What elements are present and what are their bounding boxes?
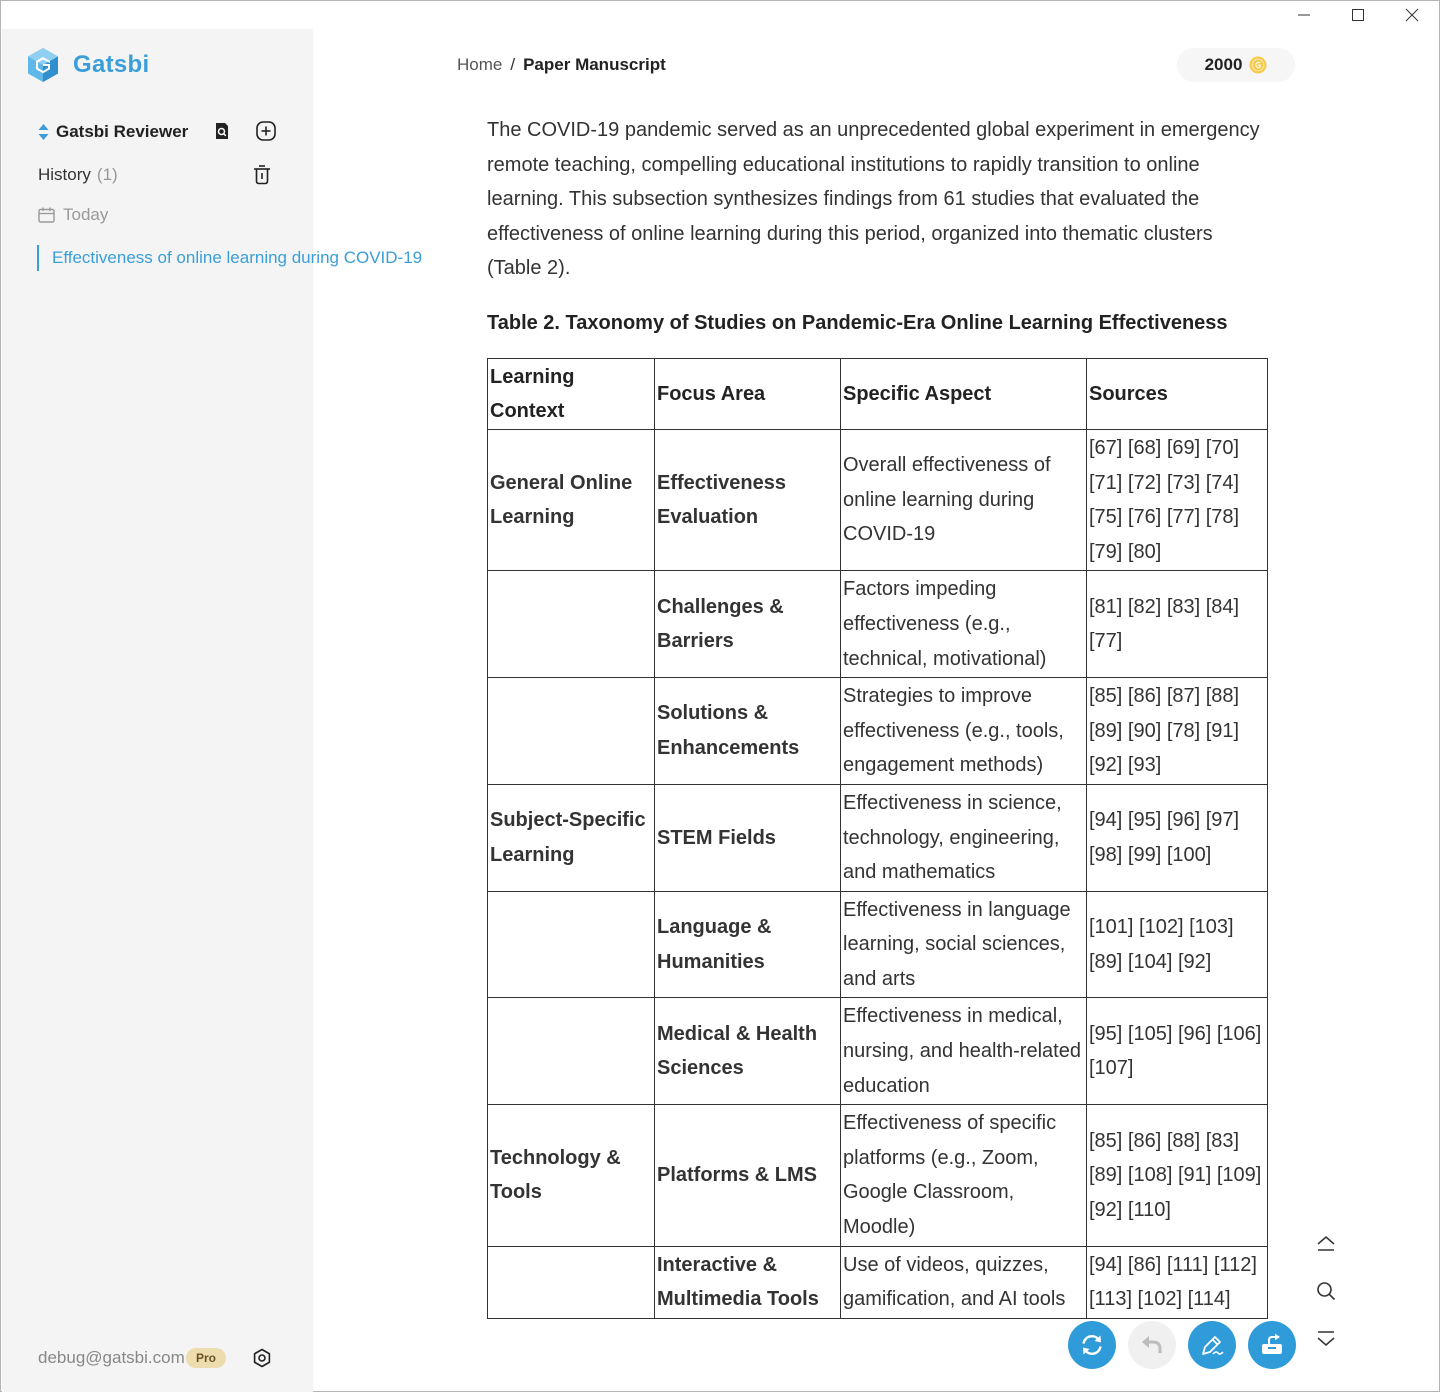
specific-aspect-cell: Overall effectiveness of online learning during COVID-19 <box>841 429 1087 570</box>
focus-area-cell: Effectiveness Evaluation <box>655 429 841 570</box>
reviewer-name: Gatsbi Reviewer <box>56 122 189 141</box>
settings-button[interactable] <box>250 1346 274 1370</box>
breadcrumb <box>457 55 666 75</box>
search-button[interactable] <box>1313 1278 1339 1304</box>
learning-context-cell: Subject-Specific Learning <box>488 784 655 891</box>
history-header <box>38 162 278 188</box>
account-bar <box>38 1344 278 1372</box>
column-header: Specific Aspect <box>841 358 1087 429</box>
add-circle-icon <box>256 121 276 141</box>
focus-area-cell: STEM Fields <box>655 784 841 891</box>
chevron-down-bar-icon <box>1316 1331 1336 1349</box>
intro-paragraph: The COVID-19 pandemic served as an unprecedented global experiment in emergency remote teaching, compelling educational institutions to rapidly transition to online learning. This subsection synthesizes findings from 61 studies that evaluated the effectiveness of online learning during this period, organized into thematic clusters (Table 2). <box>487 119 1260 280</box>
focus-area-cell: Solutions & Enhancements <box>655 678 841 785</box>
sidebar <box>2 29 423 1392</box>
manuscript-content <box>487 113 1277 1311</box>
close-button[interactable] <box>1385 1 1439 29</box>
document-nav <box>1313 1229 1339 1376</box>
column-header: Learning Context <box>488 358 655 429</box>
table-caption: Table 2. Taxonomy of Studies on Pandemic-Era Online Learning Effectiveness <box>487 311 1228 334</box>
gatsbi-logo-icon <box>26 47 60 83</box>
learning-context-cell <box>488 678 655 785</box>
settings-icon <box>252 1348 272 1368</box>
new-chat-button[interactable] <box>254 119 278 143</box>
table-row <box>488 1246 1268 1318</box>
regenerate-button[interactable] <box>1068 1321 1116 1369</box>
column-header: Focus Area <box>655 358 841 429</box>
credits-value: 2000 <box>1204 55 1243 74</box>
edit-button[interactable] <box>1188 1321 1236 1369</box>
specific-aspect-cell: Strategies to improve effectiveness (e.g., tools, engagement methods) <box>841 678 1087 785</box>
specific-aspect-cell: Effectiveness of specific platforms (e.g., Zoom, Google Classroom, Moodle) <box>841 1105 1087 1246</box>
undo-button[interactable] <box>1128 1321 1176 1369</box>
floating-actions <box>1068 1321 1296 1369</box>
scroll-to-top-button[interactable] <box>1313 1229 1339 1255</box>
export-button[interactable] <box>1248 1321 1296 1369</box>
table-row <box>488 784 1268 891</box>
learning-context-cell <box>488 891 655 998</box>
sources-cell: [85] [86] [87] [88] [89] [90] [78] [91] [92] [93] <box>1087 678 1268 785</box>
breadcrumb-current: Paper Manuscript <box>523 55 666 74</box>
column-header: Sources <box>1087 358 1268 429</box>
clear-history-button[interactable] <box>250 163 274 187</box>
table-row <box>488 429 1268 570</box>
window-controls <box>1277 1 1439 29</box>
sources-cell: [94] [86] [111] [112] [113] [102] [114] <box>1087 1246 1268 1318</box>
sources-cell: [85] [86] [88] [83] [89] [108] [91] [109] [92] [110] <box>1087 1105 1268 1246</box>
history-item-label: Effectiveness of online learning during COVID-19 <box>52 248 423 267</box>
search-icon <box>1316 1281 1336 1301</box>
document-search-icon <box>214 122 230 140</box>
history-item-active[interactable] <box>37 245 423 271</box>
focus-area-cell: Interactive & Multimedia Tools <box>655 1246 841 1318</box>
breadcrumb-separator: / <box>510 55 516 74</box>
app-logo[interactable] <box>26 47 149 83</box>
specific-aspect-cell: Use of videos, quizzes, gamification, and AI tools <box>841 1246 1087 1318</box>
focus-area-cell: Language & Humanities <box>655 891 841 998</box>
edit-pen-icon <box>1199 1332 1225 1358</box>
table-row <box>488 998 1268 1105</box>
table-row <box>488 1105 1268 1246</box>
learning-context-cell <box>488 998 655 1105</box>
sources-cell: [101] [102] [103] [89] [104] [92] <box>1087 891 1268 998</box>
specific-aspect-cell: Effectiveness in medical, nursing, and health-related education <box>841 998 1087 1105</box>
learning-context-cell <box>488 571 655 678</box>
plan-badge: Pro <box>186 1348 226 1368</box>
app-name: Gatsbi <box>73 51 150 78</box>
export-icon <box>1260 1333 1284 1357</box>
history-count: (1) <box>96 165 118 184</box>
account-email[interactable]: debug@gatsbi.com <box>38 1348 185 1367</box>
focus-area-cell: Challenges & Barriers <box>655 571 841 678</box>
table-row <box>488 571 1268 678</box>
close-icon <box>1406 9 1418 21</box>
reviewer-selector[interactable] <box>38 119 278 145</box>
specific-aspect-cell: Effectiveness in language learning, social sciences, and arts <box>841 891 1087 998</box>
undo-icon <box>1141 1335 1163 1355</box>
learning-context-cell <box>488 1246 655 1318</box>
coin-icon <box>1249 56 1267 74</box>
calendar-icon <box>38 207 55 223</box>
today-label: Today <box>63 205 109 224</box>
focus-area-cell: Medical & Health Sciences <box>655 998 841 1105</box>
credits-badge[interactable] <box>1177 48 1295 82</box>
trash-icon <box>253 165 271 185</box>
table-row <box>488 891 1268 998</box>
specific-aspect-cell: Factors impeding effectiveness (e.g., technical, motivational) <box>841 571 1087 678</box>
history-label: History <box>38 165 91 184</box>
learning-context-cell: General Online Learning <box>488 429 655 570</box>
specific-aspect-cell: Effectiveness in science, technology, engineering, and mathematics <box>841 784 1087 891</box>
sources-cell: [94] [95] [96] [97] [98] [99] [100] <box>1087 784 1268 891</box>
learning-context-cell: Technology & Tools <box>488 1105 655 1246</box>
refresh-icon <box>1079 1332 1105 1358</box>
sources-cell: [67] [68] [69] [70] [71] [72] [73] [74] [75] [76] [77] [78] [79] [80] <box>1087 429 1268 570</box>
scroll-to-bottom-button[interactable] <box>1313 1327 1339 1353</box>
maximize-icon <box>1352 9 1364 21</box>
taxonomy-table <box>487 358 1268 1319</box>
sources-cell: [81] [82] [83] [84] [77] <box>1087 571 1268 678</box>
table-header-row <box>488 358 1268 429</box>
history-group-today <box>38 205 108 225</box>
table-row <box>488 678 1268 785</box>
maximize-button[interactable] <box>1331 1 1385 29</box>
minimize-button[interactable] <box>1277 1 1331 29</box>
reviewer-actions <box>210 119 278 143</box>
document-search-button[interactable] <box>210 119 234 143</box>
focus-area-cell: Platforms & LMS <box>655 1105 841 1246</box>
sort-icon <box>38 124 49 140</box>
chevron-up-bar-icon <box>1316 1233 1336 1251</box>
minimize-icon <box>1298 9 1310 21</box>
sources-cell: [95] [105] [96] [106] [107] <box>1087 998 1268 1105</box>
breadcrumb-home[interactable]: Home <box>457 55 503 74</box>
